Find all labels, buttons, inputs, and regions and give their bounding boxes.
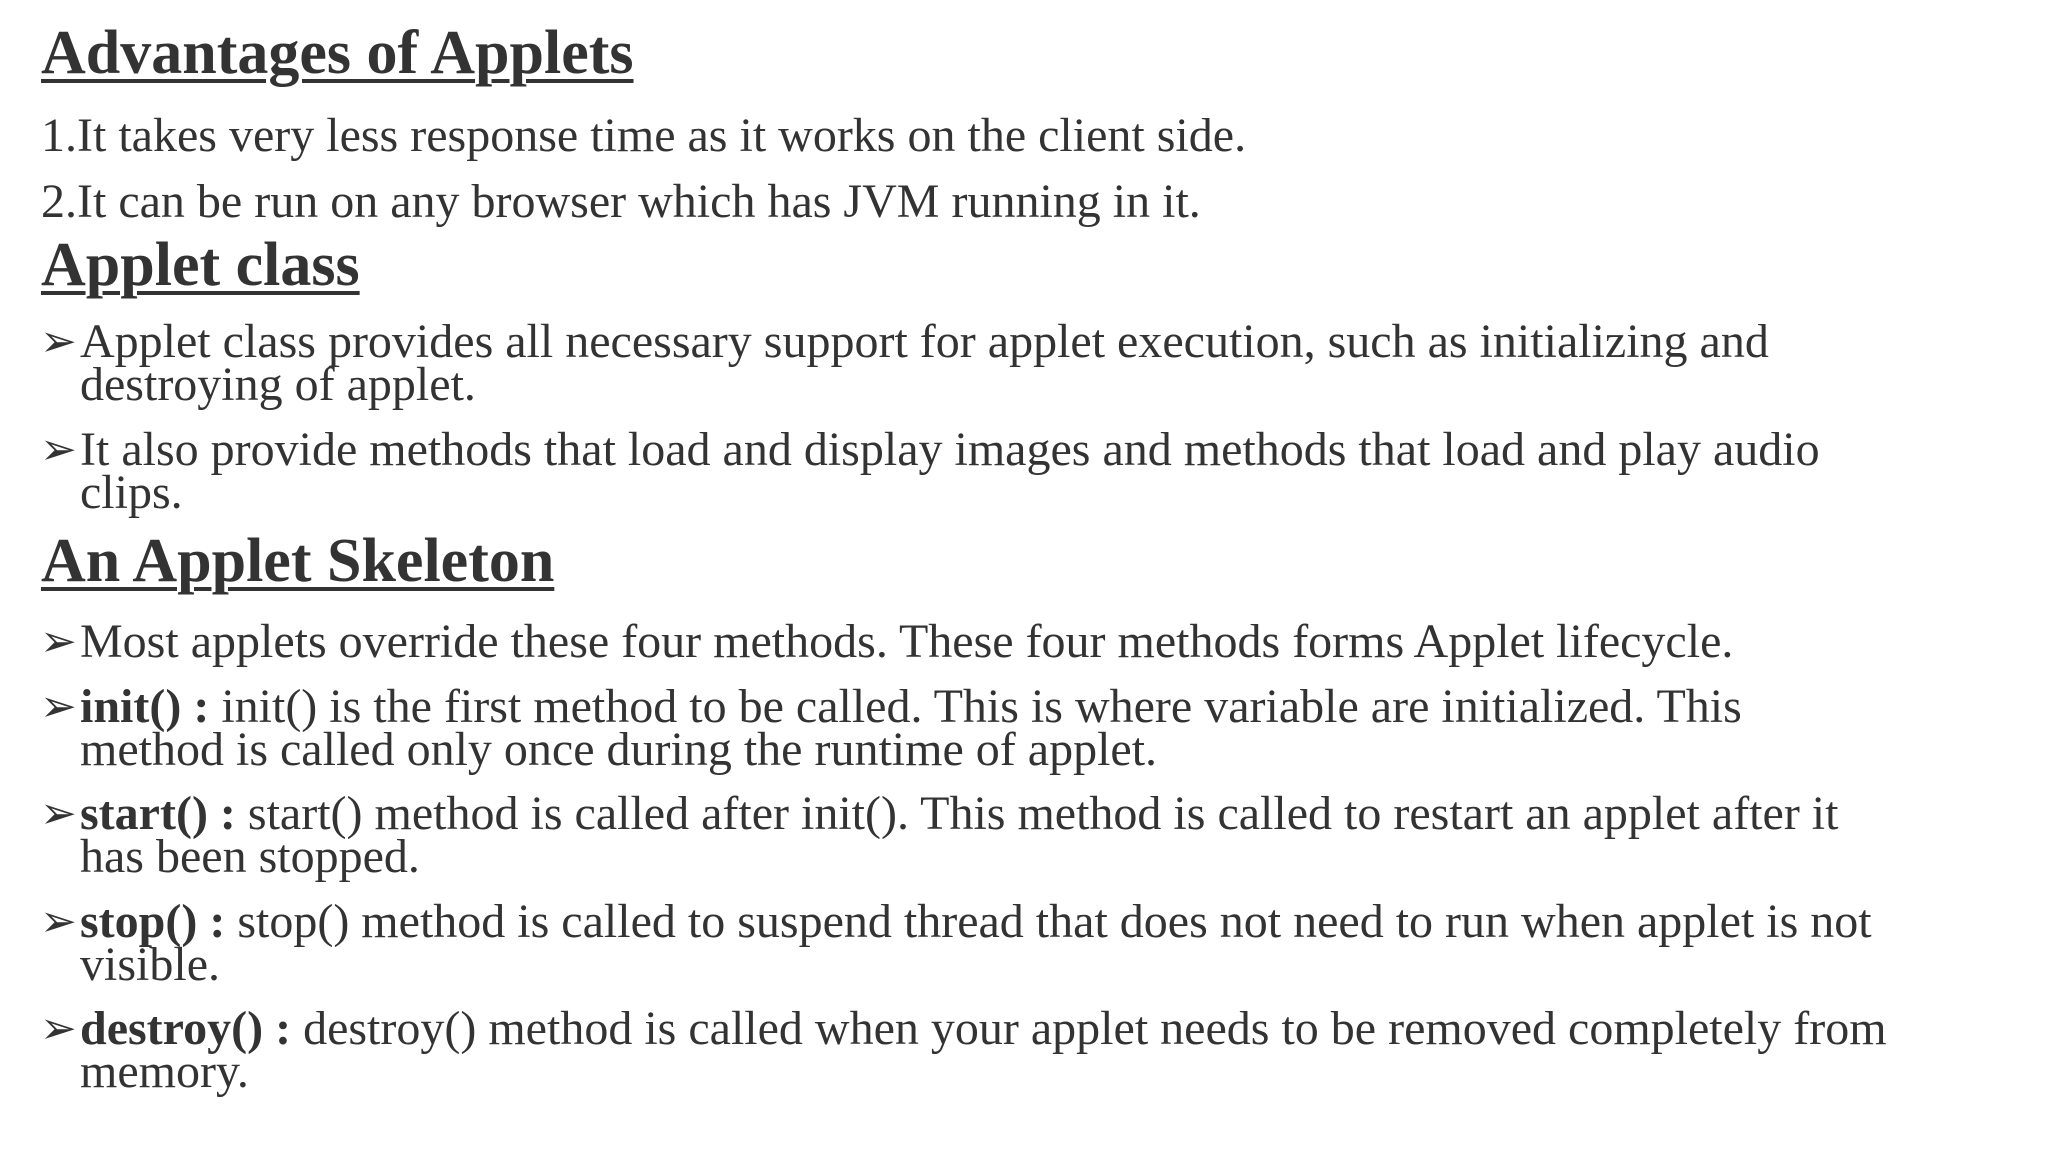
bullet-text-line2: destroying of applet. bbox=[80, 358, 476, 411]
method-desc: stop() method is called to suspend thread that does not need to run when applet is not bbox=[225, 895, 1872, 948]
arrow-bullet-icon: ➢ bbox=[40, 616, 77, 667]
bullet-text-line1 bbox=[80, 1002, 1887, 1055]
method-desc: init() is the first method to be called. This is where variable are initialized. This bbox=[209, 680, 1742, 733]
bullet-text-line1: Most applets override these four methods. These four methods forms Applet lifecycle. bbox=[80, 615, 1734, 668]
bullet-text-line2: has been stopped. bbox=[80, 830, 420, 883]
bullet-text-line2: method is called only once during the runtime of applet. bbox=[80, 723, 1158, 776]
arrow-bullet-icon: ➢ bbox=[40, 681, 77, 732]
method-name: init() : bbox=[80, 680, 210, 733]
bullet-text-line1 bbox=[80, 895, 1872, 948]
arrow-bullet-icon: ➢ bbox=[40, 1003, 77, 1054]
heading-applet-skeleton: An Applet Skeleton bbox=[41, 527, 555, 595]
method-name: stop() : bbox=[80, 895, 226, 948]
bullet-text-line1 bbox=[80, 787, 1839, 840]
method-name: start() : bbox=[80, 787, 236, 840]
bullet-text-line1: It also provide methods that load and display images and methods that load and play audio bbox=[80, 423, 1820, 476]
advantage-item-1: 1.It takes very less response time as it works on the client side. bbox=[41, 109, 1247, 162]
bullet-text-line2: memory. bbox=[80, 1045, 249, 1098]
heading-advantages: Advantages of Applets bbox=[41, 19, 634, 87]
bullet-text-line1: Applet class provides all necessary support for applet execution, such as initializing and bbox=[80, 315, 1769, 368]
bullet-text-line1 bbox=[80, 680, 1742, 733]
heading-applet-class: Applet class bbox=[41, 231, 360, 299]
bullet-text-line2: clips. bbox=[80, 466, 183, 519]
method-desc: start() method is called after init(). This method is called to restart an applet after it bbox=[235, 787, 1839, 840]
method-desc: destroy() method is called when your applet needs to be removed completely from bbox=[291, 1002, 1887, 1055]
advantage-item-2: 2.It can be run on any browser which has JVM running in it. bbox=[41, 175, 1201, 228]
arrow-bullet-icon: ➢ bbox=[40, 788, 77, 839]
arrow-bullet-icon: ➢ bbox=[40, 896, 77, 947]
arrow-bullet-icon: ➢ bbox=[40, 316, 77, 367]
arrow-bullet-icon: ➢ bbox=[40, 424, 77, 475]
method-name: destroy() : bbox=[80, 1002, 292, 1055]
bullet-text-line2: visible. bbox=[80, 938, 220, 991]
